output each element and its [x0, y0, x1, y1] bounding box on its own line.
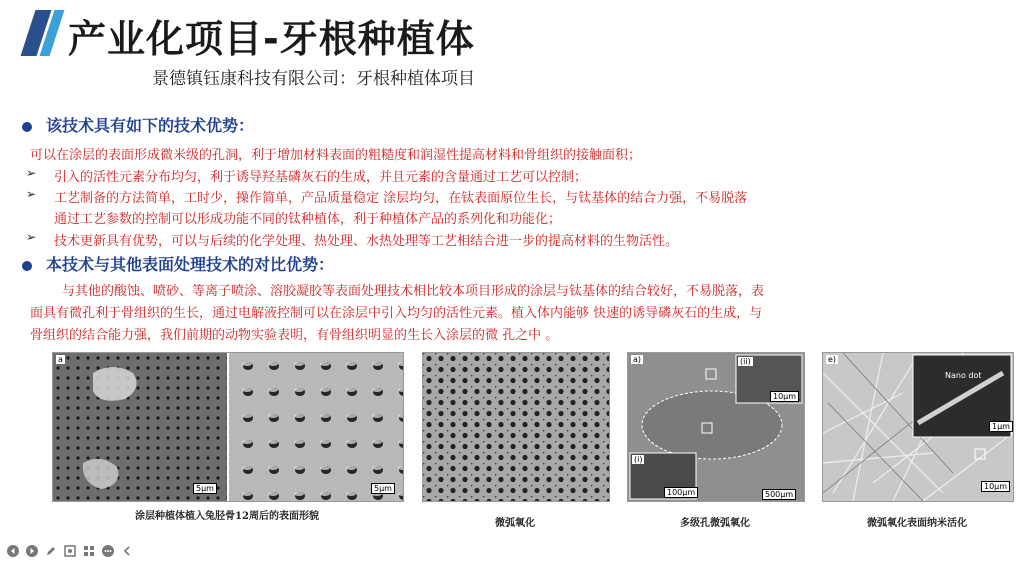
nano-dot-label: Nano dot: [945, 371, 982, 380]
section-heading-text: 本技术与其他表面处理技术的对比优势：: [46, 255, 335, 274]
advantage-line-3: 工艺制备的方法简单，工时少，操作简单，产品质量稳定 涂层均匀，在钛表面原位生长，与钛基体的结合力强，不易脱落: [54, 191, 748, 206]
section-heading-advantages: [22, 113, 254, 136]
bullet-dot-icon: [22, 122, 32, 132]
pen-icon[interactable]: [44, 544, 58, 558]
page-title: 产业化项目-牙根种植体: [68, 17, 475, 61]
bullet-dot-icon: [22, 261, 32, 271]
comparison-line-2: 面具有微孔利于骨组织的生长，通过电解液控制可以在涂层中引入均匀的活性元素。植入体内能够 快速的诱导磷灰石的生成，与: [30, 306, 763, 321]
figure-nano-activation: [822, 352, 1014, 502]
arrow-bullet-icon: ➢: [26, 187, 37, 201]
inset-tag: (ii): [740, 357, 751, 366]
figure-micro-arc-oxidation: [422, 352, 610, 502]
figure-multilevel-porous: [627, 352, 805, 502]
figure-caption-1: 涂层种植体植入兔胫骨12周后的表面形貌: [135, 511, 319, 522]
sem-image-multilevel: [628, 353, 804, 501]
collapse-icon[interactable]: [120, 544, 134, 558]
panel-tag: e): [828, 355, 837, 364]
figure-implant-surface: [52, 352, 404, 502]
zoom-icon[interactable]: [63, 544, 77, 558]
section-heading-comparison: [22, 252, 334, 275]
section-heading-text: 该技术具有如下的技术优势：: [46, 116, 255, 135]
figure-caption-4: 微弧氧化表面纳米活化: [867, 518, 967, 529]
grid-icon[interactable]: [82, 544, 96, 558]
advantage-line-3-cont: 通过工艺参数的控制可以形成功能不同的钛种植体，利于种植体产品的系列化和功能化；: [54, 212, 562, 227]
scale-bar: 500μm: [762, 489, 796, 500]
next-icon[interactable]: [25, 544, 39, 558]
scale-bar: 5μm: [193, 483, 217, 494]
scale-bar: 10μm: [770, 391, 799, 402]
sem-image-surface: [53, 353, 403, 501]
advantage-line-2: 引入的活性元素分布均匀，利于诱导羟基磷灰石的生成，并且元素的含量通过工艺可以控制；: [54, 170, 588, 185]
scale-bar: 100μm: [664, 487, 698, 498]
sem-image-mao: [423, 353, 609, 501]
prev-icon[interactable]: [6, 544, 20, 558]
arrow-bullet-icon: ➢: [26, 230, 37, 244]
inset-tag: (i): [634, 455, 643, 464]
advantage-line-1: 可以在涂层的表面形成微米级的孔洞，利于增加材料表面的粗糙度和润湿性提高材料和骨组织的接触面积；: [30, 148, 642, 163]
sem-image-nano: [823, 353, 1013, 501]
presentation-toolbar: [2, 540, 138, 562]
scale-bar: 10μm: [981, 481, 1010, 492]
more-icon[interactable]: [101, 544, 115, 558]
arrow-bullet-icon: ➢: [26, 166, 37, 180]
scale-bar: 5μm: [371, 483, 395, 494]
figure-caption-2: 微弧氧化: [495, 518, 535, 529]
comparison-line-3: 骨组织的结合能力强，我们前期的动物实验表明，有骨组织明显的生长入涂层的微 孔之中 。: [30, 328, 559, 343]
panel-tag: a: [58, 355, 63, 364]
scale-bar: 1μm: [989, 421, 1013, 432]
figure-caption-3: 多级孔微弧氧化: [680, 518, 750, 529]
comparison-line-1: 与其他的酸蚀、喷砂、等离子喷涂、溶胶凝胶等表面处理技术相比较本项目形成的涂层与钛基体的结合较好，不易脱落，表: [62, 284, 765, 299]
advantage-line-4: 技术更新具有优势，可以与后续的化学处理、热处理、水热处理等工艺相结合进一步的提高材料的生物活性。: [54, 234, 679, 249]
page-subtitle: 景德镇钰康科技有限公司：牙根种植体项目: [152, 69, 475, 89]
panel-tag: a): [633, 355, 642, 364]
